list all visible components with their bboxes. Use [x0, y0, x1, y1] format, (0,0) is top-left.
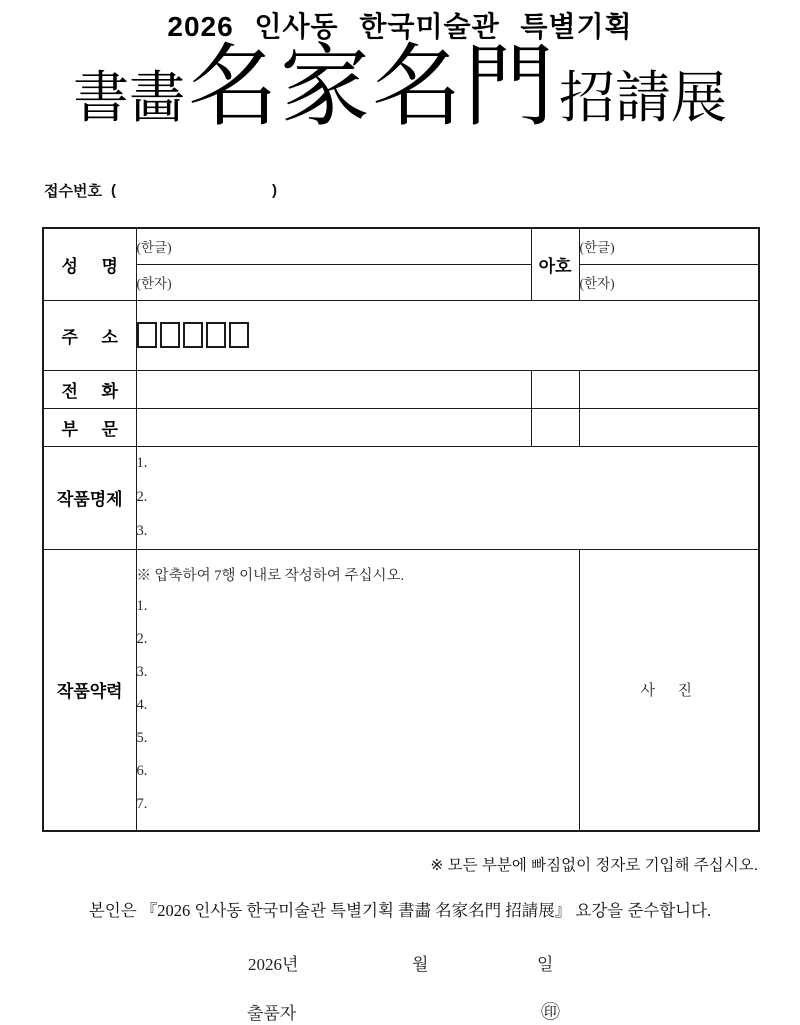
name-hangul-placeholder: (한글) [136, 240, 172, 256]
page-title [0, 36, 800, 140]
receipt-close-paren: ) [271, 182, 277, 199]
phone-field[interactable] [136, 370, 531, 408]
work-title-line[interactable]: 2. [136, 489, 148, 505]
table-row [43, 300, 759, 370]
postal-code-box[interactable] [160, 322, 180, 348]
biography-line[interactable]: 4. [136, 697, 148, 714]
biography-line[interactable]: 5. [136, 730, 148, 747]
table-row [43, 264, 759, 300]
photo-attach-area[interactable]: 사 진 [579, 549, 759, 831]
title-suffix: 招請展 [559, 68, 727, 130]
exhibitor-label: 출품자 [247, 1004, 297, 1023]
phone-spacer-cell [531, 370, 579, 408]
table-row [43, 370, 759, 408]
biography-line[interactable]: 2. [136, 631, 148, 648]
aho-label: 아호 [531, 228, 579, 300]
name-hanja-placeholder: (한자) [136, 276, 172, 291]
date-day: 일 [537, 955, 554, 974]
phone-extra-field[interactable] [579, 370, 759, 408]
table-row [43, 408, 759, 446]
biography-line[interactable]: 7. [136, 796, 148, 813]
name-label: 성 명 [43, 228, 136, 300]
category-field[interactable] [136, 408, 531, 446]
category-spacer-cell [531, 408, 579, 446]
biography-line[interactable]: 3. [136, 664, 148, 681]
receipt-number-row [44, 180, 277, 201]
biography-field[interactable] [136, 549, 579, 831]
name-hangul-field[interactable] [136, 228, 531, 264]
event-subtitle: 2026 인사동 한국미술관 특별기획 [167, 11, 633, 42]
title-main: 名家名門 [188, 38, 556, 137]
table-row [43, 446, 759, 549]
declaration-text: 본인은 『2026 인사동 한국미술관 특별기획 書畵 名家名門 招請展』 요강을 준수합니다. [88, 901, 712, 920]
aho-hangul-field[interactable] [579, 228, 759, 264]
postal-code-box[interactable] [229, 322, 249, 348]
biography-line[interactable]: 1. [136, 598, 148, 615]
postal-code-box[interactable] [183, 322, 203, 348]
receipt-number-label: 접수번호 [44, 183, 102, 200]
work-title-line[interactable]: 3. [136, 523, 148, 539]
fill-in-note: ※ 모든 부분에 빠짐없이 정자로 기입해 주십시오. [430, 857, 758, 874]
seal-icon: ㊞ [541, 1002, 561, 1023]
phone-label: 전 화 [43, 370, 136, 408]
aho-hanja-placeholder: (한자) [579, 276, 615, 291]
aho-hanja-field[interactable] [579, 264, 759, 300]
category-extra-field[interactable] [579, 408, 759, 446]
receipt-number-field[interactable] [116, 182, 272, 200]
table-row [43, 549, 759, 831]
work-titles-field[interactable] [136, 446, 759, 549]
biography-label: 작품약력 [43, 549, 136, 831]
address-field[interactable] [136, 300, 759, 370]
entry-form-table [42, 227, 760, 832]
aho-hangul-placeholder: (한글) [579, 240, 615, 256]
date-month: 월 [412, 955, 429, 974]
name-hanja-field[interactable] [136, 264, 531, 300]
biography-line[interactable]: 6. [136, 763, 148, 780]
table-row [43, 228, 759, 264]
date-year: 2026년 [248, 955, 299, 974]
biography-note: ※ 압축하여 7행 이내로 작성하여 주십시오. [136, 567, 405, 584]
receipt-open-paren: ( [110, 182, 116, 199]
postal-code-boxes[interactable] [137, 322, 759, 348]
postal-code-box[interactable] [137, 322, 157, 348]
work-title-line[interactable]: 1. [136, 455, 148, 471]
title-prefix: 書畵 [73, 68, 185, 130]
work-titles-label: 작품명제 [43, 446, 136, 549]
address-label: 주 소 [43, 300, 136, 370]
postal-code-box[interactable] [206, 322, 226, 348]
category-label: 부 문 [43, 408, 136, 446]
